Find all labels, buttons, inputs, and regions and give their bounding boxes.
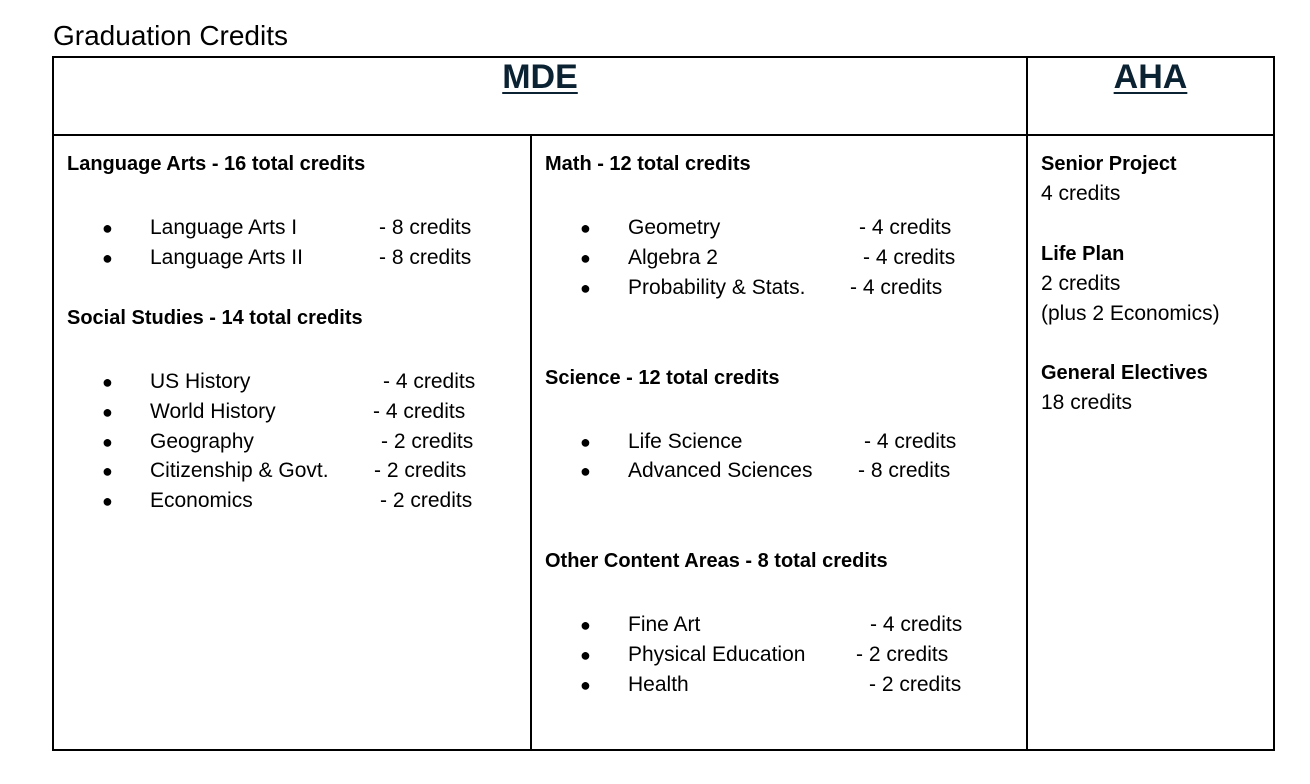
course-credits: - 2 credits: [380, 489, 473, 512]
bullet-icon: ●: [580, 248, 591, 268]
senior-project-title: Senior Project: [1041, 153, 1177, 175]
course-credits: - 8 credits: [379, 246, 472, 269]
bullet-icon: ●: [580, 218, 591, 238]
bullet-icon: ●: [580, 615, 591, 635]
list-item: [532, 213, 1020, 243]
content-row: [53, 135, 1274, 750]
course-credits: - 4 credits: [859, 216, 952, 239]
general-electives-title: General Electives: [1041, 362, 1208, 384]
credits-table: [52, 56, 1275, 751]
course-name: Fine Art: [628, 613, 701, 636]
course-credits: - 8 credits: [379, 216, 472, 239]
list-item: [54, 427, 524, 457]
math-heading: Math - 12 total credits: [545, 153, 751, 175]
list-item: [532, 273, 1020, 303]
bullet-icon: ●: [102, 402, 113, 422]
list-item: [54, 367, 524, 397]
course-name: Probability & Stats.: [628, 276, 806, 299]
life-plan-note: (plus 2 Economics): [1041, 302, 1220, 325]
list-item: [532, 243, 1020, 273]
life-plan-title: Life Plan: [1041, 243, 1125, 265]
bullet-icon: ●: [580, 645, 591, 665]
language-arts-heading: Language Arts - 16 total credits: [67, 153, 366, 175]
bullet-icon: ●: [580, 461, 591, 481]
course-credits: - 4 credits: [383, 370, 476, 393]
list-item: [54, 486, 524, 516]
bullet-icon: ●: [102, 372, 113, 392]
course-name: World History: [150, 400, 276, 423]
course-credits: - 2 credits: [374, 459, 467, 482]
course-name: Life Science: [628, 430, 743, 453]
science-heading: Science - 12 total credits: [545, 367, 780, 389]
life-plan-block: [1041, 239, 1220, 329]
list-item: [532, 610, 1020, 640]
mde-header: MDE: [502, 58, 578, 96]
course-name: Language Arts I: [150, 216, 298, 239]
senior-project-credits: 4 credits: [1041, 182, 1121, 205]
mde-header-cell: [53, 57, 1027, 135]
course-name: Advanced Sciences: [628, 459, 813, 482]
aha-header-cell: [1027, 57, 1274, 135]
aha-header: AHA: [1113, 58, 1188, 96]
bullet-icon: ●: [102, 248, 113, 268]
list-item: [532, 456, 1020, 486]
page-title: Graduation Credits: [53, 20, 289, 51]
course-credits: - 2 credits: [856, 643, 949, 666]
course-credits: - 4 credits: [870, 613, 963, 636]
header-row: [53, 57, 1274, 135]
aha-column: [1027, 135, 1274, 750]
bullet-icon: ●: [580, 432, 591, 452]
course-credits: - 2 credits: [869, 673, 962, 696]
course-name: Language Arts II: [150, 246, 303, 269]
social-studies-heading: Social Studies - 14 total credits: [67, 307, 363, 329]
list-item: [54, 213, 524, 243]
course-name: Health: [628, 673, 689, 696]
bullet-icon: ●: [102, 491, 113, 511]
course-name: Algebra 2: [628, 246, 718, 269]
course-credits: - 4 credits: [850, 276, 943, 299]
list-item: [54, 456, 524, 486]
list-item: [532, 640, 1020, 670]
mde-column-left: [53, 135, 531, 750]
course-name: US History: [150, 370, 251, 393]
general-electives-credits: 18 credits: [1041, 391, 1133, 414]
course-credits: - 4 credits: [864, 430, 957, 453]
life-plan-credits: 2 credits: [1041, 272, 1121, 295]
bullet-icon: ●: [580, 278, 591, 298]
senior-project-block: [1041, 149, 1177, 209]
course-name: Citizenship & Govt.: [150, 459, 329, 482]
course-name: Economics: [150, 489, 253, 512]
course-credits: - 8 credits: [858, 459, 951, 482]
bullet-icon: ●: [102, 432, 113, 452]
list-item: [54, 243, 524, 273]
course-credits: - 4 credits: [373, 400, 466, 423]
general-electives-block: [1041, 358, 1208, 418]
course-credits: - 4 credits: [863, 246, 956, 269]
bullet-icon: ●: [580, 675, 591, 695]
list-item: [54, 397, 524, 427]
list-item: [532, 427, 1020, 457]
course-name: Geography: [150, 430, 254, 453]
bullet-icon: ●: [102, 461, 113, 481]
course-name: Physical Education: [628, 643, 806, 666]
course-name: Geometry: [628, 216, 721, 239]
list-item: [532, 670, 1020, 700]
other-content-heading: Other Content Areas - 8 total credits: [545, 550, 888, 572]
mde-column-right: [531, 135, 1027, 750]
bullet-icon: ●: [102, 218, 113, 238]
course-credits: - 2 credits: [381, 430, 474, 453]
